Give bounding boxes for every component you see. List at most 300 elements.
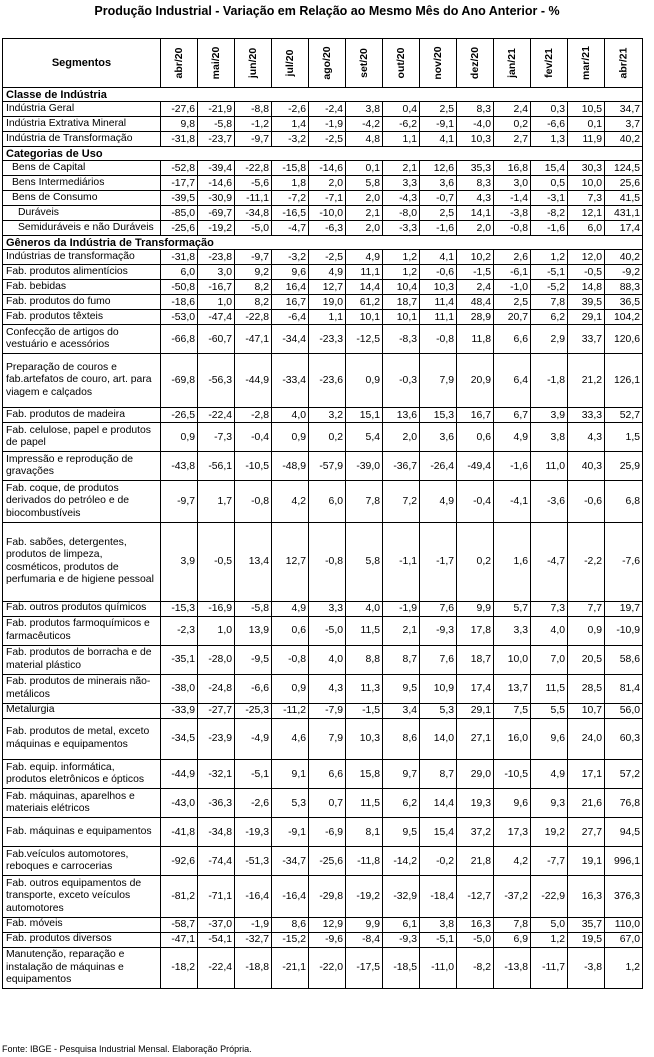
value-cell: 0,9	[272, 423, 309, 452]
value-cell: 3,9	[161, 522, 198, 601]
value-cell: -1,6	[494, 452, 531, 481]
value-cell: 0,3	[531, 102, 568, 117]
value-cell: -14,6	[309, 161, 346, 176]
value-cell: 11,3	[346, 674, 383, 703]
value-cell: -13,8	[494, 947, 531, 989]
value-cell: 6,0	[568, 221, 605, 236]
value-cell: -3,2	[272, 250, 309, 265]
table-row	[3, 481, 643, 523]
value-cell: -6,4	[272, 310, 309, 325]
segment-label: Semiduráveis e não Duráveis	[3, 221, 161, 236]
value-cell: 34,7	[605, 102, 643, 117]
value-cell: 6,0	[309, 481, 346, 523]
value-cell: -47,1	[235, 325, 272, 354]
value-cell: -9,3	[383, 932, 420, 947]
value-cell: -2,5	[309, 132, 346, 147]
value-cell: -27,6	[161, 102, 198, 117]
value-cell: -31,8	[161, 132, 198, 147]
value-cell: -10,5	[494, 760, 531, 789]
value-cell: -2,2	[568, 522, 605, 601]
value-cell: -50,8	[161, 280, 198, 295]
value-cell: -34,8	[198, 818, 235, 847]
value-cell: 7,3	[531, 601, 568, 616]
value-cell: -60,7	[198, 325, 235, 354]
value-cell: -26,5	[161, 408, 198, 423]
value-cell: -18,4	[420, 876, 457, 918]
value-cell: -5,1	[420, 932, 457, 947]
segment-label: Bens de Capital	[3, 161, 161, 176]
value-cell: 2,4	[494, 102, 531, 117]
value-cell: 16,8	[494, 161, 531, 176]
value-cell: -1,2	[235, 117, 272, 132]
segment-label: Confecção de artigos do vestuário e acessórios	[3, 325, 161, 354]
value-cell: -15,8	[272, 161, 309, 176]
value-cell: 29,1	[568, 310, 605, 325]
value-cell: 12,0	[568, 250, 605, 265]
value-cell: 0,9	[346, 354, 383, 408]
value-cell: -11,2	[272, 703, 309, 718]
value-cell: 8,7	[420, 760, 457, 789]
segment-label: Fab. produtos alimentícios	[3, 265, 161, 280]
source-note: Fonte: IBGE - Pesquisa Industrial Mensal. Elaboração Própria.	[2, 1044, 252, 1054]
value-cell: 19,7	[605, 601, 643, 616]
value-cell: 28,9	[457, 310, 494, 325]
value-cell: 9,2	[235, 265, 272, 280]
value-cell: 9,3	[531, 789, 568, 818]
value-cell: 56,0	[605, 703, 643, 718]
value-cell: 10,0	[568, 176, 605, 191]
value-cell: 30,3	[568, 161, 605, 176]
value-cell: -11,8	[346, 847, 383, 876]
value-cell: 7,2	[383, 481, 420, 523]
segment-label: Indústria Extrativa Mineral	[3, 117, 161, 132]
value-cell: 7,8	[346, 481, 383, 523]
value-cell: 15,4	[420, 818, 457, 847]
value-cell: -6,3	[309, 221, 346, 236]
value-cell: -34,4	[272, 325, 309, 354]
value-cell: -69,8	[161, 354, 198, 408]
month-header	[346, 39, 383, 88]
table-row	[3, 354, 643, 408]
value-cell: 16,3	[568, 876, 605, 918]
value-cell: -37,0	[198, 917, 235, 932]
value-cell: 10,5	[568, 102, 605, 117]
table-title: Produção Industrial - Variação em Relação ao Mesmo Mês do Ano Anterior - %	[94, 4, 560, 18]
table-row	[3, 847, 643, 876]
value-cell: -9,7	[235, 132, 272, 147]
value-cell: 94,5	[605, 818, 643, 847]
value-cell: -16,4	[235, 876, 272, 918]
value-cell: 6,6	[309, 760, 346, 789]
month-header	[235, 39, 272, 88]
segment-label: Fab. produtos têxteis	[3, 310, 161, 325]
table-row	[3, 917, 643, 932]
value-cell: 0,4	[383, 102, 420, 117]
value-cell: 8,7	[383, 645, 420, 674]
value-cell: 13,9	[235, 616, 272, 645]
table-row	[3, 818, 643, 847]
section-header-row	[3, 236, 643, 250]
value-cell: 1,2	[605, 947, 643, 989]
value-cell: -8,0	[383, 206, 420, 221]
table-row	[3, 102, 643, 117]
value-cell: 25,9	[605, 452, 643, 481]
value-cell: 9,9	[457, 601, 494, 616]
value-cell: 20,7	[494, 310, 531, 325]
value-cell: 10,1	[383, 310, 420, 325]
value-cell: 12,1	[568, 206, 605, 221]
value-cell: 19,2	[531, 818, 568, 847]
segment-label: Fab. equip. informática, produtos eletrônicos e ópticos	[3, 760, 161, 789]
value-cell: -7,2	[272, 191, 309, 206]
value-cell: -56,3	[198, 354, 235, 408]
month-header-label: abr/21	[617, 47, 630, 79]
segment-label: Indústrias de transformação	[3, 250, 161, 265]
value-cell: -9,6	[309, 932, 346, 947]
table-row	[3, 250, 643, 265]
value-cell: 4,0	[272, 408, 309, 423]
table-row	[3, 310, 643, 325]
value-cell: 10,9	[420, 674, 457, 703]
value-cell: -8,8	[235, 102, 272, 117]
table-row	[3, 408, 643, 423]
value-cell: 13,6	[383, 408, 420, 423]
segment-label: Fab. sabões, detergentes, produtos de limpeza, cosméticos, produtos de perfumaria e de higiene pessoal	[3, 522, 161, 601]
value-cell: 6,0	[161, 265, 198, 280]
section-header-row	[3, 147, 643, 161]
value-cell: -16,4	[272, 876, 309, 918]
value-cell: 1,0	[198, 616, 235, 645]
value-cell: -7,9	[309, 703, 346, 718]
value-cell: 3,6	[420, 423, 457, 452]
segment-label: Fab. produtos de borracha e de material plástico	[3, 645, 161, 674]
value-cell: -6,6	[235, 674, 272, 703]
value-cell: 3,0	[494, 176, 531, 191]
value-cell: -7,1	[309, 191, 346, 206]
value-cell: -2,6	[235, 789, 272, 818]
value-cell: -8,2	[457, 947, 494, 989]
table-row	[3, 645, 643, 674]
value-cell: 0,1	[568, 117, 605, 132]
value-cell: -74,4	[198, 847, 235, 876]
value-cell: 16,7	[457, 408, 494, 423]
value-cell: 8,6	[383, 718, 420, 760]
value-cell: -18,6	[161, 295, 198, 310]
value-cell: 11,4	[420, 295, 457, 310]
value-cell: 5,3	[420, 703, 457, 718]
value-cell: -3,8	[494, 206, 531, 221]
value-cell: -3,2	[272, 132, 309, 147]
value-cell: 4,1	[420, 132, 457, 147]
month-header-label: set/20	[358, 48, 370, 78]
value-cell: -15,2	[272, 932, 309, 947]
table-row	[3, 206, 643, 221]
value-cell: 1,7	[198, 481, 235, 523]
table-row	[3, 718, 643, 760]
value-cell: 2,4	[457, 280, 494, 295]
value-cell: -10,9	[605, 616, 643, 645]
value-cell: 35,7	[568, 917, 605, 932]
value-cell: -1,8	[531, 354, 568, 408]
value-cell: 11,1	[346, 265, 383, 280]
value-cell: -7,3	[198, 423, 235, 452]
value-cell: 0,9	[161, 423, 198, 452]
value-cell: 19,0	[309, 295, 346, 310]
value-cell: 10,3	[420, 280, 457, 295]
value-cell: 4,8	[346, 132, 383, 147]
value-cell: 1,3	[531, 132, 568, 147]
value-cell: -56,1	[198, 452, 235, 481]
value-cell: 67,0	[605, 932, 643, 947]
value-cell: 14,1	[457, 206, 494, 221]
value-cell: -0,6	[568, 481, 605, 523]
segment-label: Metalurgia	[3, 703, 161, 718]
value-cell: -16,9	[198, 601, 235, 616]
value-cell: 7,6	[420, 601, 457, 616]
segment-label: Fab. máquinas, aparelhos e materiais elétricos	[3, 789, 161, 818]
table-row	[3, 452, 643, 481]
value-cell: -9,1	[420, 117, 457, 132]
value-cell: -1,6	[420, 221, 457, 236]
value-cell: 110,0	[605, 917, 643, 932]
value-cell: 10,3	[457, 132, 494, 147]
value-cell: 15,3	[420, 408, 457, 423]
value-cell: 11,5	[531, 674, 568, 703]
value-cell: 2,5	[420, 206, 457, 221]
table-row	[3, 325, 643, 354]
value-cell: 1,8	[272, 176, 309, 191]
value-cell: 7,3	[568, 191, 605, 206]
value-cell: -1,1	[383, 522, 420, 601]
value-cell: 6,2	[531, 310, 568, 325]
value-cell: 58,6	[605, 645, 643, 674]
segment-label: Fab. produtos de madeira	[3, 408, 161, 423]
value-cell: 8,1	[346, 818, 383, 847]
value-cell: -9,3	[420, 616, 457, 645]
value-cell: 7,8	[494, 917, 531, 932]
value-cell: -5,8	[235, 601, 272, 616]
value-cell: 9,6	[494, 789, 531, 818]
table-body	[3, 88, 643, 989]
value-cell: 48,4	[457, 295, 494, 310]
value-cell: -0,8	[309, 522, 346, 601]
value-cell: -5,0	[457, 932, 494, 947]
value-cell: 4,9	[494, 423, 531, 452]
value-cell: 29,1	[457, 703, 494, 718]
value-cell: 4,0	[309, 645, 346, 674]
value-cell: -5,8	[198, 117, 235, 132]
value-cell: -38,0	[161, 674, 198, 703]
value-cell: 10,2	[457, 250, 494, 265]
value-cell: -9,1	[272, 818, 309, 847]
value-cell: -1,7	[420, 522, 457, 601]
value-cell: -10,5	[235, 452, 272, 481]
value-cell: -18,8	[235, 947, 272, 989]
value-cell: 33,7	[568, 325, 605, 354]
value-cell: 2,0	[383, 423, 420, 452]
value-cell: 15,8	[346, 760, 383, 789]
value-cell: -2,8	[235, 408, 272, 423]
value-cell: 1,1	[383, 132, 420, 147]
month-header-label: out/20	[395, 47, 407, 79]
section-title: Gêneros da Indústria de Transformação	[3, 236, 643, 250]
value-cell: -19,3	[235, 818, 272, 847]
value-cell: 17,4	[457, 674, 494, 703]
value-cell: -6,6	[531, 117, 568, 132]
value-cell: -16,7	[198, 280, 235, 295]
value-cell: 2,1	[383, 161, 420, 176]
month-header-label: fev/21	[543, 48, 555, 78]
month-header-label: dez/20	[469, 46, 481, 80]
value-cell: 3,7	[605, 117, 643, 132]
value-cell: 4,2	[272, 481, 309, 523]
value-cell: -16,5	[272, 206, 309, 221]
value-cell: 0,2	[457, 522, 494, 601]
value-cell: -52,8	[161, 161, 198, 176]
value-cell: -5,1	[531, 265, 568, 280]
value-cell: 16,0	[494, 718, 531, 760]
value-cell: 1,2	[531, 932, 568, 947]
value-cell: -32,1	[198, 760, 235, 789]
table-row	[3, 760, 643, 789]
value-cell: 4,3	[309, 674, 346, 703]
value-cell: -0,5	[198, 522, 235, 601]
value-cell: -4,3	[383, 191, 420, 206]
value-cell: -39,4	[198, 161, 235, 176]
value-cell: 1,5	[605, 423, 643, 452]
value-cell: 0,6	[457, 423, 494, 452]
value-cell: -2,5	[309, 250, 346, 265]
value-cell: 7,9	[420, 354, 457, 408]
value-cell: 4,6	[272, 718, 309, 760]
value-cell: -21,9	[198, 102, 235, 117]
value-cell: -43,0	[161, 789, 198, 818]
value-cell: -4,0	[457, 117, 494, 132]
value-cell: 104,2	[605, 310, 643, 325]
value-cell: -0,3	[383, 354, 420, 408]
month-header-label: ago/20	[321, 46, 333, 80]
value-cell: 6,4	[494, 354, 531, 408]
value-cell: -44,9	[161, 760, 198, 789]
header-row	[3, 39, 643, 88]
value-cell: 3,8	[420, 917, 457, 932]
value-cell: 41,5	[605, 191, 643, 206]
value-cell: 39,5	[568, 295, 605, 310]
value-cell: 88,3	[605, 280, 643, 295]
value-cell: 12,9	[309, 917, 346, 932]
value-cell: -11,1	[235, 191, 272, 206]
segment-label: Fab. produtos de minerais não-metálicos	[3, 674, 161, 703]
table-row	[3, 947, 643, 989]
value-cell: 3,2	[309, 408, 346, 423]
value-cell: 17,8	[457, 616, 494, 645]
value-cell: -25,6	[161, 221, 198, 236]
value-cell: -22,9	[531, 876, 568, 918]
month-header	[420, 39, 457, 88]
value-cell: -27,7	[198, 703, 235, 718]
value-cell: 3,3	[383, 176, 420, 191]
value-cell: -4,7	[531, 522, 568, 601]
value-cell: 5,4	[346, 423, 383, 452]
table-row	[3, 295, 643, 310]
value-cell: 2,0	[346, 221, 383, 236]
value-cell: -5,1	[235, 760, 272, 789]
value-cell: -30,9	[198, 191, 235, 206]
segment-label: Fab. bebidas	[3, 280, 161, 295]
value-cell: 14,8	[568, 280, 605, 295]
month-header	[605, 39, 643, 88]
value-cell: -3,3	[383, 221, 420, 236]
value-cell: -1,9	[235, 917, 272, 932]
value-cell: 10,4	[383, 280, 420, 295]
value-cell: -0,5	[568, 265, 605, 280]
value-cell: 6,2	[383, 789, 420, 818]
value-cell: -81,2	[161, 876, 198, 918]
value-cell: 124,5	[605, 161, 643, 176]
value-cell: 4,3	[457, 191, 494, 206]
value-cell: 21,8	[457, 847, 494, 876]
month-header	[568, 39, 605, 88]
month-header	[531, 39, 568, 88]
value-cell: 11,0	[531, 452, 568, 481]
value-cell: -71,1	[198, 876, 235, 918]
value-cell: 21,6	[568, 789, 605, 818]
value-cell: -4,7	[272, 221, 309, 236]
month-header	[161, 39, 198, 88]
segment-label: Fab. outros produtos químicos	[3, 601, 161, 616]
value-cell: -47,4	[198, 310, 235, 325]
value-cell: 12,7	[309, 280, 346, 295]
value-cell: 2,0	[346, 191, 383, 206]
value-cell: 0,2	[494, 117, 531, 132]
value-cell: 3,3	[494, 616, 531, 645]
value-cell: -0,4	[235, 423, 272, 452]
segment-label: Fab. coque, de produtos derivados do petróleo e de biocombustíveis	[3, 481, 161, 523]
value-cell: -28,0	[198, 645, 235, 674]
value-cell: 15,4	[531, 161, 568, 176]
value-cell: 9,6	[272, 265, 309, 280]
value-cell: -5,0	[309, 616, 346, 645]
value-cell: -34,5	[161, 718, 198, 760]
value-cell: -6,9	[309, 818, 346, 847]
value-cell: -39,5	[161, 191, 198, 206]
value-cell: -22,4	[198, 408, 235, 423]
value-cell: -12,7	[457, 876, 494, 918]
value-cell: 28,5	[568, 674, 605, 703]
value-cell: -51,3	[235, 847, 272, 876]
value-cell: -17,5	[346, 947, 383, 989]
value-cell: -53,0	[161, 310, 198, 325]
value-cell: -7,6	[605, 522, 643, 601]
value-cell: 6,6	[494, 325, 531, 354]
value-cell: -3,1	[531, 191, 568, 206]
value-cell: -37,2	[494, 876, 531, 918]
table-row	[3, 932, 643, 947]
value-cell: -31,8	[161, 250, 198, 265]
value-cell: -0,8	[235, 481, 272, 523]
value-cell: 120,6	[605, 325, 643, 354]
value-cell: -0,2	[420, 847, 457, 876]
value-cell: 18,7	[457, 645, 494, 674]
value-cell: 5,8	[346, 522, 383, 601]
value-cell: 0,2	[309, 423, 346, 452]
value-cell: 81,4	[605, 674, 643, 703]
value-cell: 431,1	[605, 206, 643, 221]
value-cell: -44,9	[235, 354, 272, 408]
value-cell: 7,8	[531, 295, 568, 310]
month-header	[383, 39, 420, 88]
value-cell: -14,6	[198, 176, 235, 191]
